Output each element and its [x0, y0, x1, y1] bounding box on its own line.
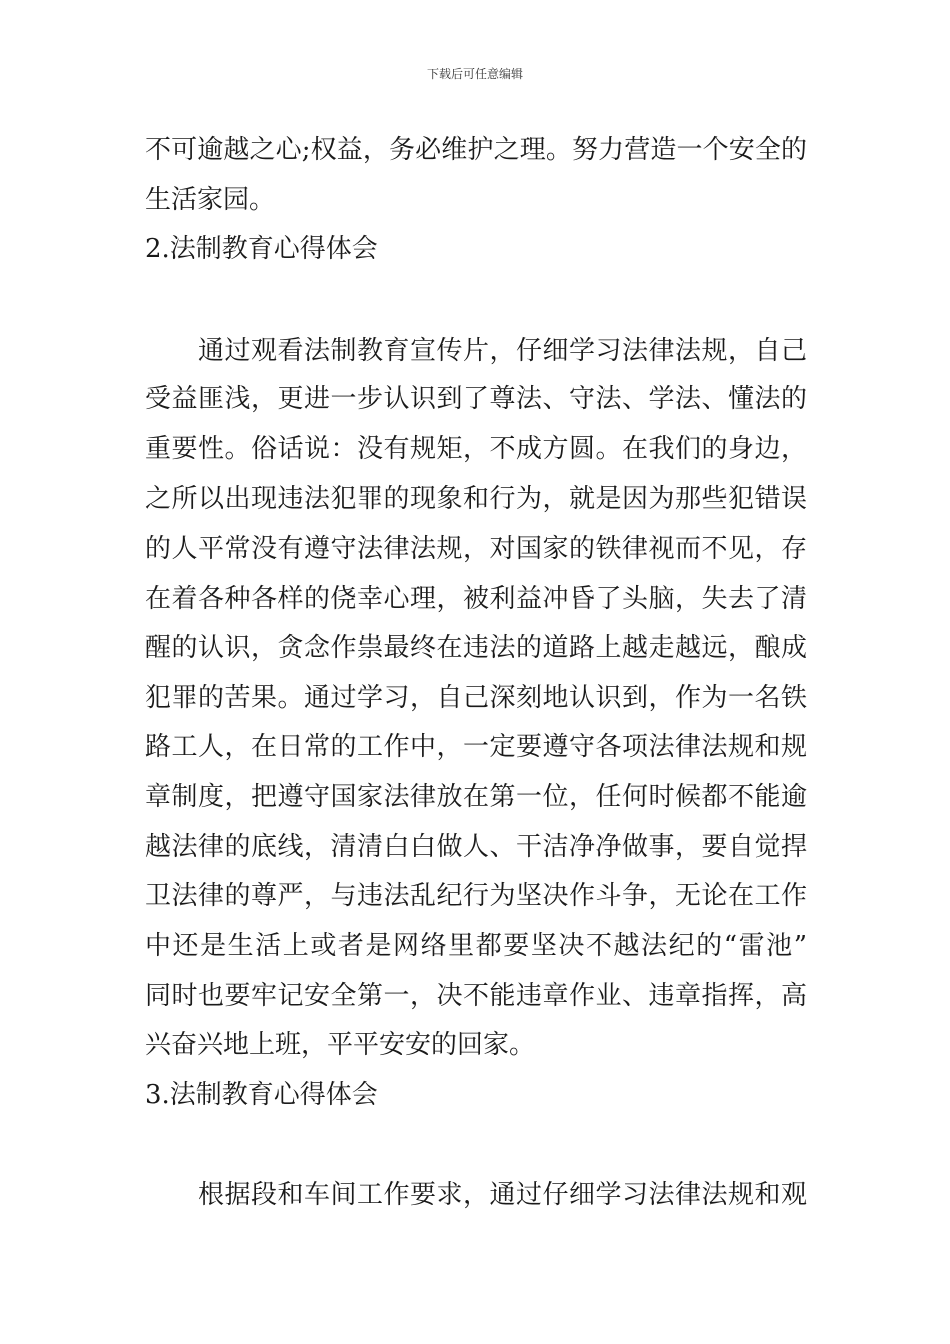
paragraph-first-line: 通过观看法制教育宣传片，仔细学习法律法规，自己	[198, 336, 807, 366]
body-line: 同时也要牢记安全第一，决不能违章作业、违章指挥，高	[145, 981, 807, 1011]
section-heading: 2.法制教育心得体会	[145, 234, 378, 264]
body-line: 中还是生活上或者是网络里都要坚决不越法纪的“雷池”	[145, 931, 807, 961]
body-line: 犯罪的苦果。通过学习，自己深刻地认识到，作为一名铁	[145, 683, 807, 713]
page-header: 下载后可任意编辑	[426, 67, 523, 81]
body-line: 章制度，把遵守国家法律放在第一位，任何时候都不能逾	[145, 782, 807, 812]
body-line: 在着各种各样的侥幸心理，被利益冲昏了头脑，失去了清	[145, 584, 807, 614]
body-line: 醒的认识，贪念作祟最终在违法的道路上越走越远，酿成	[145, 633, 807, 663]
body-line: 越法律的底线，清清白白做人、干洁净净做事，要自觉捍	[145, 832, 807, 862]
body-line: 之所以出现违法犯罪的现象和行为，就是因为那些犯错误	[145, 484, 807, 514]
body-line: 不可逾越之心;权益，务必维护之理。努力营造一个安全的	[145, 135, 807, 165]
section-heading: 3.法制教育心得体会	[145, 1080, 378, 1110]
body-line: 重要性。俗话说：没有规矩，不成方圆。在我们的身边，	[145, 434, 807, 464]
body-line: 路工人，在日常的工作中，一定要遵守各项法律法规和规	[145, 732, 807, 762]
body-line: 的人平常没有遵守法律法规，对国家的铁律视而不见，存	[145, 534, 807, 564]
body-line: 卫法律的尊严，与违法乱纪行为坚决作斗争，无论在工作	[145, 881, 807, 911]
body-line: 生活家园。	[145, 185, 276, 215]
body-line: 受益匪浅，更进一步认识到了尊法、守法、学法、懂法的	[145, 384, 807, 414]
paragraph-first-line: 根据段和车间工作要求，通过仔细学习法律法规和观	[198, 1180, 807, 1210]
body-line: 兴奋兴地上班，平平安安的回家。	[145, 1030, 536, 1060]
